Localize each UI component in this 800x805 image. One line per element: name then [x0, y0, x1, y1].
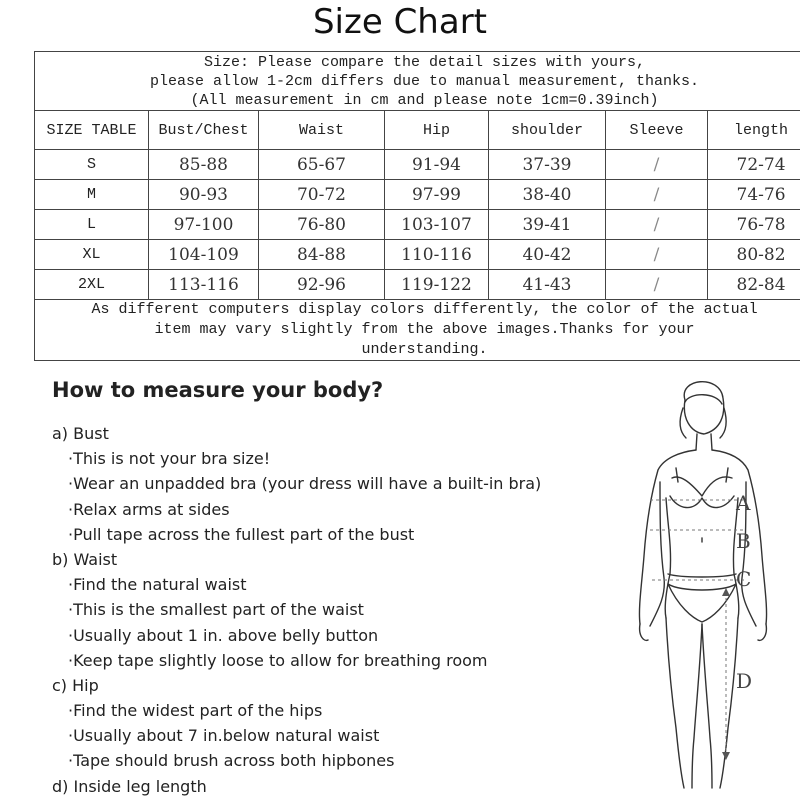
table-cell: 90-93	[149, 180, 259, 210]
page-title: Size Chart	[0, 0, 800, 44]
figure-label-c: C	[736, 567, 751, 591]
table-cell: 41-43	[489, 270, 606, 300]
column-header: Bust/Chest	[149, 111, 259, 150]
table-cell: /	[606, 150, 708, 180]
size-cell: S	[35, 150, 149, 180]
table-cell: 74-76	[708, 180, 800, 210]
table-cell: 113-116	[149, 270, 259, 300]
table-header-row	[35, 111, 800, 150]
measure-guide	[52, 421, 622, 799]
guide-item: ·Find the natural waist	[52, 572, 622, 597]
notice-line: (All measurement in cm and please note 1cm=0.39inch)	[35, 91, 800, 110]
body-outline-illustration	[620, 378, 800, 800]
size-cell: M	[35, 180, 149, 210]
table-cell: 72-74	[708, 150, 800, 180]
table-row	[35, 270, 800, 300]
table-cell: /	[606, 270, 708, 300]
footer-row	[35, 300, 800, 361]
measure-guide-title: How to measure your body?	[52, 378, 383, 402]
color-disclaimer	[35, 300, 800, 361]
guide-item: ·Find the widest part of the hips	[52, 698, 622, 723]
section-heading-hip: c) Hip	[52, 673, 622, 698]
column-header: shoulder	[489, 111, 606, 150]
disclaimer-line: As different computers display colors differently, the color of the actual	[35, 300, 800, 320]
figure-label-a: A	[735, 491, 751, 515]
column-header: Hip	[385, 111, 489, 150]
table-cell: 119-122	[385, 270, 489, 300]
table-cell: /	[606, 240, 708, 270]
table-cell: 37-39	[489, 150, 606, 180]
table-row	[35, 210, 800, 240]
guide-item: ·Usually about 1 in. above belly button	[52, 623, 622, 648]
table-cell: 70-72	[259, 180, 385, 210]
table-cell: 39-41	[489, 210, 606, 240]
table-cell: 103-107	[385, 210, 489, 240]
section-heading-inside-leg: d) Inside leg length	[52, 774, 622, 799]
table-row	[35, 240, 800, 270]
table-row	[35, 150, 800, 180]
size-cell: XL	[35, 240, 149, 270]
table-cell: 84-88	[259, 240, 385, 270]
notice-line: please allow 1-2cm differs due to manual measurement, thanks.	[35, 72, 800, 91]
guide-item: ·This is the smallest part of the waist	[52, 597, 622, 622]
table-cell: 97-100	[149, 210, 259, 240]
table-cell: 82-84	[708, 270, 800, 300]
guide-item: ·Pull tape across the fullest part of the bust	[52, 522, 622, 547]
table-cell: 97-99	[385, 180, 489, 210]
table-cell: 38-40	[489, 180, 606, 210]
guide-item: ·Keep tape slightly loose to allow for breathing room	[52, 648, 622, 673]
table-cell: 85-88	[149, 150, 259, 180]
section-heading-waist: b) Waist	[52, 547, 622, 572]
size-cell: L	[35, 210, 149, 240]
table-cell: 40-42	[489, 240, 606, 270]
notice-line: Size: Please compare the detail sizes with yours,	[35, 53, 800, 72]
table-cell: /	[606, 210, 708, 240]
disclaimer-line: item may vary slightly from the above images.Thanks for your	[35, 320, 800, 340]
size-cell: 2XL	[35, 270, 149, 300]
disclaimer-line: understanding.	[35, 340, 800, 360]
notice-row	[35, 52, 800, 111]
table-row	[35, 180, 800, 210]
table-cell: 91-94	[385, 150, 489, 180]
table-cell: 80-82	[708, 240, 800, 270]
column-header: Sleeve	[606, 111, 708, 150]
size-chart-table	[34, 51, 800, 361]
column-header: Waist	[259, 111, 385, 150]
figure-label-d: D	[736, 669, 752, 693]
body-figure	[620, 378, 800, 800]
guide-item: ·Tape should brush across both hipbones	[52, 748, 622, 773]
table-cell: 110-116	[385, 240, 489, 270]
guide-item: ·Relax arms at sides	[52, 497, 622, 522]
guide-item: ·Wear an unpadded bra (your dress will have a built-in bra)	[52, 471, 622, 496]
column-header: SIZE TABLE	[35, 111, 149, 150]
table-cell: 65-67	[259, 150, 385, 180]
size-chart-table-container	[34, 51, 756, 361]
section-heading-bust: a) Bust	[52, 421, 622, 446]
figure-label-b: B	[736, 529, 751, 553]
guide-item: ·This is not your bra size!	[52, 446, 622, 471]
table-cell: 104-109	[149, 240, 259, 270]
table-cell: 76-80	[259, 210, 385, 240]
table-cell: /	[606, 180, 708, 210]
guide-item: ·Usually about 7 in.below natural waist	[52, 723, 622, 748]
table-cell: 92-96	[259, 270, 385, 300]
measurement-notice	[35, 52, 800, 111]
column-header: length	[708, 111, 800, 150]
table-cell: 76-78	[708, 210, 800, 240]
